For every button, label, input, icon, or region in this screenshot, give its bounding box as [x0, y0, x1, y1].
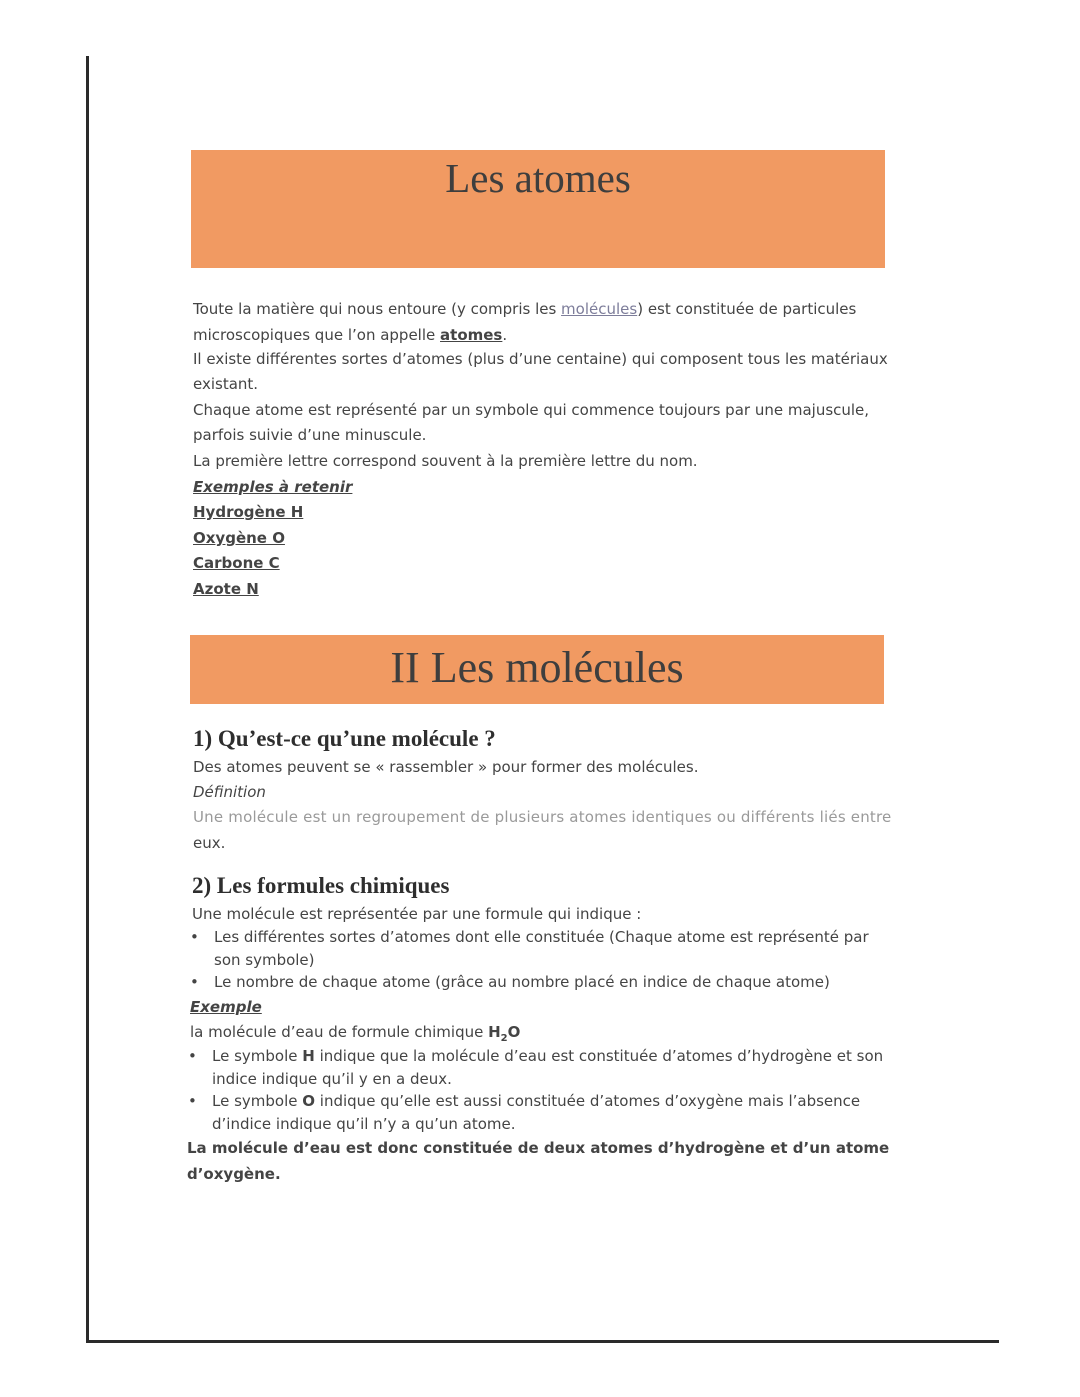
bullet-symbole-h: [188, 1045, 884, 1091]
bullet-symbole-h-post: indique que la molécule d’eau est constituée d’atomes d’hydrogène et son: [314, 1047, 884, 1065]
bullet-symbole-h-pre: Le symbole: [212, 1047, 303, 1065]
atomes-line-2-post: .: [502, 326, 508, 344]
bullet-symbole-o: [188, 1090, 861, 1136]
document-page: [86, 56, 999, 1343]
example-carbone: Carbone C: [193, 554, 280, 572]
molecules-link[interactable]: molécules: [561, 300, 638, 318]
title-atomes: Les atomes: [445, 155, 631, 201]
atomes-line-1: [193, 297, 856, 323]
formule-h: H: [488, 1023, 501, 1041]
exemple-label: Exemple: [190, 998, 262, 1016]
bullet-symbole-h-line-2: indice indique qu’il y en a deux.: [212, 1070, 452, 1088]
definition-line-1: Une molécule est un regroupement de plusieurs atomes identiques ou différents liés entre: [193, 808, 892, 826]
bullet-sortes-atomes: [190, 926, 869, 972]
bullet-symbole-o-post: indique qu’elle est aussi constituée d’atomes d’oxygène mais l’absence: [315, 1092, 861, 1110]
atomes-line-4: existant.: [193, 375, 259, 393]
definition-line-2: eux.: [193, 834, 226, 852]
bullet-nombre-atomes-text: Le nombre de chaque atome (grâce au nombre placé en indice de chaque atome): [214, 973, 830, 991]
bullet-nombre-atomes: [190, 971, 830, 994]
bullet-dot: •: [190, 928, 199, 946]
atomes-line-7: La première lettre correspond souvent à la première lettre du nom.: [193, 452, 698, 470]
atomes-line-2-pre: microscopiques que l’on appelle: [193, 326, 441, 344]
title-banner-atomes: [191, 150, 885, 268]
atomes-term: atomes: [440, 326, 503, 344]
title-banner-molecules: [190, 635, 884, 704]
bullet-dot: •: [188, 1092, 197, 1110]
bullet-dot: •: [188, 1047, 197, 1065]
formule-eau: [488, 1023, 521, 1044]
formules-intro: Une molécule est représentée par une formule qui indique :: [192, 905, 642, 923]
formule-indice: 2: [500, 1033, 508, 1044]
formule-o: O: [507, 1023, 521, 1041]
definition-label: Définition: [193, 783, 266, 801]
conclusion-line-2: d’oxygène.: [187, 1165, 281, 1183]
bullet-sortes-atomes-line-2: son symbole): [214, 951, 315, 969]
heading-formules-chimiques: 2) Les formules chimiques: [192, 873, 450, 898]
atomes-line-5: Chaque atome est représenté par un symbole qui commence toujours par une majuscule,: [193, 401, 870, 419]
atomes-line-1-pre: Toute la matière qui nous entoure (y compris les: [193, 300, 562, 318]
bullet-sortes-atomes-line-1: Les différentes sortes d’atomes dont elle constituée (Chaque atome est représenté par: [214, 928, 869, 946]
molecule-intro: Des atomes peuvent se « rassembler » pour former des molécules.: [193, 758, 699, 776]
atomes-line-3: Il existe différentes sortes d’atomes (plus d’une centaine) qui composent tous les matériaux: [193, 350, 888, 368]
symbole-o: O: [302, 1092, 316, 1110]
conclusion-line-1: La molécule d’eau est donc constituée de deux atomes d’hydrogène et d’un atome: [187, 1139, 890, 1157]
bullet-dot: •: [190, 973, 199, 991]
example-azote: Azote N: [193, 580, 259, 598]
exemple-intro-text: la molécule d’eau de formule chimique: [190, 1023, 489, 1041]
bullet-symbole-o-pre: Le symbole: [212, 1092, 303, 1110]
title-molecules: II Les molécules: [390, 643, 684, 692]
example-hydrogene: Hydrogène H: [193, 503, 304, 521]
example-oxygene: Oxygène O: [193, 529, 285, 547]
bullet-symbole-o-line-2: d’indice indique qu’il n’y a qu’un atome.: [212, 1115, 516, 1133]
bullet-symbole-h-line-1: [212, 1045, 883, 1068]
atomes-line-2: [193, 323, 507, 349]
heading-quest-ce-quune-molecule: 1) Qu’est-ce qu’une molécule ?: [193, 726, 496, 751]
symbole-h: H: [302, 1047, 315, 1065]
atomes-line-6: parfois suivie d’une minuscule.: [193, 426, 427, 444]
atomes-line-1-post: ) est constituée de particules: [637, 300, 857, 318]
bullet-symbole-o-line-1: [212, 1090, 860, 1113]
examples-title: Exemples à retenir: [193, 478, 353, 496]
